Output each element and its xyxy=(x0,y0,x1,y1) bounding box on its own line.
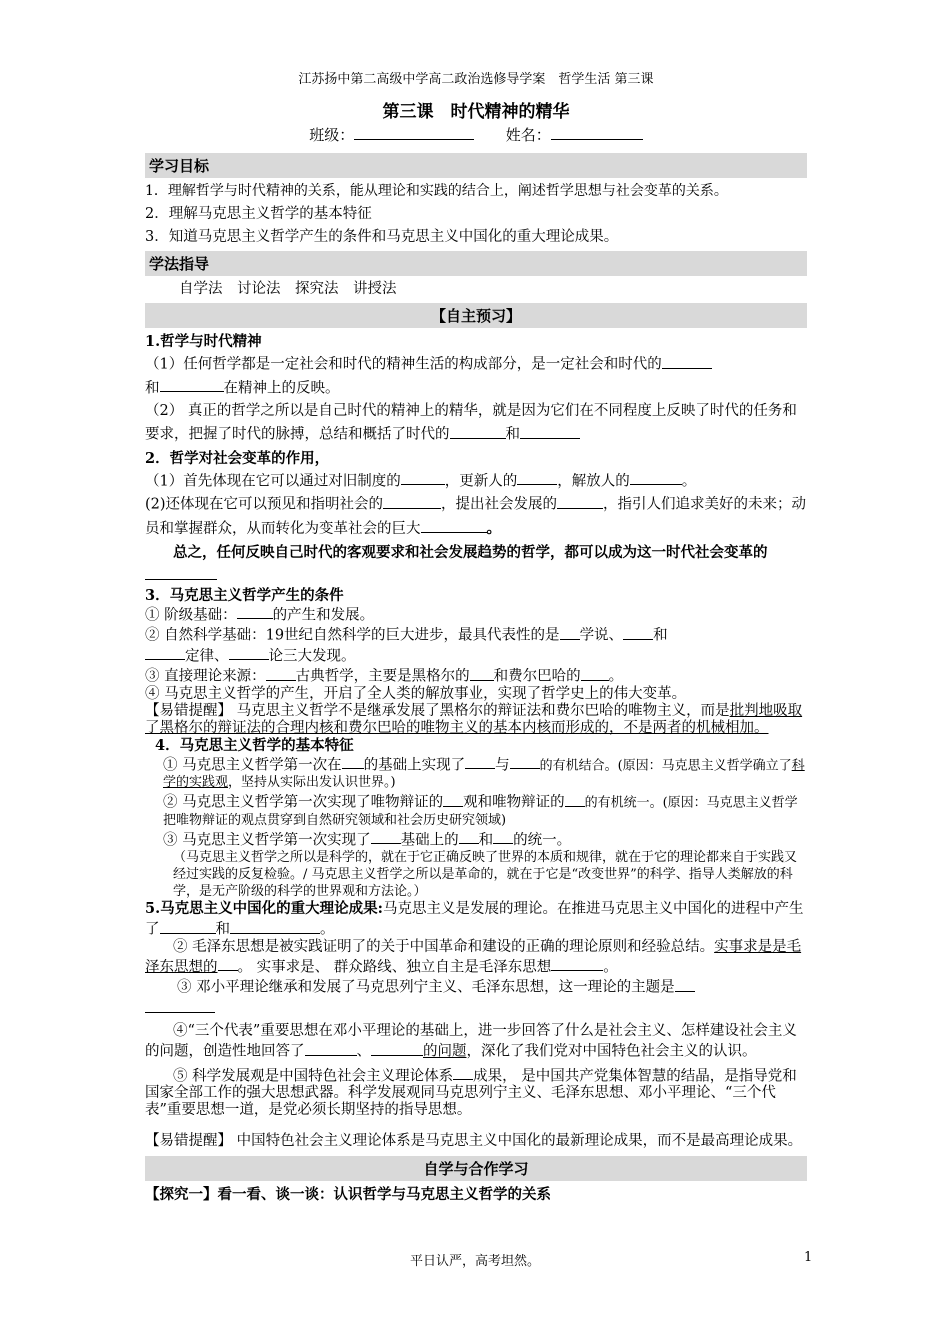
warning-2: 【易错提醒】 中国特色社会主义理论体系是马克思主义中国化的最新理论成果，而不是最高理论成果。 xyxy=(145,1133,803,1149)
section-2-para-2: (2)还体现在它可以预见和指明社会的 ，提出社会发展的 ，指引人们追求美好的未来；动员和掌握群众，从而转化为变革社会的巨大 。 xyxy=(145,493,807,541)
section-4-item-1: ① 马克思主义哲学第一次在 的基础上实现了 与 的有机结合。(原因：马克思主义哲学确立了科学的实践观，坚持从实际出发认识世界。) xyxy=(145,754,807,792)
page-footer: 平日认严，高考坦然。 xyxy=(409,1254,540,1269)
goal-2: 2．理解马克思主义哲学的基本特征 xyxy=(145,206,372,222)
preview-heading: 【自主预习】 xyxy=(145,303,807,328)
section-3-item-1: ① 阶级基础： 的产生和发展。 xyxy=(145,604,807,625)
name-label: 姓名： xyxy=(505,126,551,144)
section-3-item-3: ③ 直接理论来源： 古典哲学，主要是黑格尔的 和费尔巴哈的 。 xyxy=(145,665,807,686)
section-5-intro: 5.马克思主义中国化的重大理论成果:马克思主义是发展的理论。在推进马克思主义中国化的进程中产生了 和 。 xyxy=(145,900,804,938)
section-2-para-1: （1）首先体现在它可以通过对旧制度的 ，更新人的 ，解放人的 。 xyxy=(145,470,807,494)
section-1-title: 1.哲学与时代精神 xyxy=(145,333,262,350)
section-4-title: 4．马克思主义哲学的基本特征 xyxy=(155,736,354,754)
section-3-item-4: ④ 马克思主义哲学的产生，开启了全人类的解放事业，实现了哲学史上的伟大变革。 xyxy=(145,685,687,702)
goal-1: 1．理解哲学与时代精神的关系，能从理论和实践的结合上，阐述哲学思想与社会变革的关系。 xyxy=(145,183,728,199)
section-5-item-2: ② 毛泽东思想是被实践证明了的关于中国革命和建设的正确的理论原则和经验总结。实事求是是毛泽东思想的 。 实事求是、 群众路线、独立自主是毛泽东思想 。 xyxy=(145,938,802,975)
page-title: 第三课 时代精神的精华 xyxy=(382,102,570,122)
method-heading: 学法指导 xyxy=(145,251,807,276)
page-number: 1 xyxy=(804,1250,813,1265)
section-2-summary: 总之，任何反映自己时代的客观要求和社会发展趋势的哲学，都可以成为这一时代社会变革的 xyxy=(145,541,807,587)
class-label: 班级： xyxy=(309,126,355,144)
section-1-para-1: （1）任何哲学都是一定社会和时代的精神生活的构成部分，是一定社会和时代的 和 在精神上的反映。 xyxy=(145,353,807,400)
section-3-item-2: ② 自然科学基础：19世纪自然科学的巨大进步，最具代表性的是 学说、 和 定律、 论三大发现。 xyxy=(145,624,807,665)
section-3-title: 3．马克思主义哲学产生的条件 xyxy=(145,586,344,604)
section-4-item-3: ③ 马克思主义哲学第一次实现了 基础上的 和 的统一。 xyxy=(145,829,807,850)
warning-1: 【易错提醒】 马克思主义哲学不是继承发展了黑格尔的辩证法和费尔巴哈的唯物主义，而是批判地吸取了黑格尔的辩证法的合理内核和费尔巴哈的唯物主义的基本内核而形成的，不是两者的机械相加。 xyxy=(145,702,803,736)
section-2-title: 2．哲学对社会变革的作用， xyxy=(145,449,330,467)
section-1-para-2: （2） 真正的哲学之所以是自己时代的精神上的精华，就是因为它们在不同程度上反映了时代的任务和要求，把握了时代的脉搏，总结和概括了时代的 和 xyxy=(145,403,797,443)
class-name-line xyxy=(145,124,807,145)
worksheet-page xyxy=(145,68,807,1206)
class-blank xyxy=(354,124,474,140)
section-5-item-3: ③ 邓小平理论继承和发展了马克思列宁主义、毛泽东思想，这一理论的主题是 xyxy=(145,976,807,1019)
explore-1-title: 【探究一】看一看、谈一谈：认识哲学与马克思主义哲学的关系 xyxy=(145,1186,551,1203)
goals-heading: 学习目标 xyxy=(145,153,807,178)
section-4-note: （马克思主义哲学之所以是科学的，就在于它正确反映了世界的本质和规律，就在于它的理论都来自于实践又经过实践的反复检验。/ 马克思主义哲学之所以是革命的，就在于它是“改变世界”的科学、指导人类解放的科学，是无产阶级的科学的世界观和方法论。） xyxy=(173,850,798,899)
name-blank xyxy=(551,124,643,140)
section-5-item-4: ④“三个代表”重要思想在邓小平理论的基础上，进一步回答了什么是社会主义、怎样建设社会主义的问题，创造性地回答了 、 的问题，深化了我们党对中国特色社会主义的认识。 xyxy=(145,1023,797,1060)
coop-heading: 自学与合作学习 xyxy=(145,1156,807,1181)
page-header: 江苏扬中第二高级中学高二政治选修导学案 哲学生活 第三课 xyxy=(298,72,654,87)
method-list: 自学法 讨论法 探究法 讲授法 xyxy=(179,281,397,297)
section-5-item-5: ⑤ 科学发展观是中国特色社会主义理论体系 成果， 是中国共产党集体智慧的结晶，是指导党和国家全部工作的强大思想武器。科学发展观同马克思列宁主义、毛泽东思想、邓小平理论、“三个代表”重要思想一道，是党必须长期坚持的指导思想。 xyxy=(145,1065,807,1120)
section-4-item-2: ② 马克思主义哲学第一次实现了唯物辩证的 观和唯物辩证的 的有机统一。(原因：马克思主义哲学把唯物辩证的观点贯穿到自然研究领域和社会历史研究领域) xyxy=(145,791,807,829)
goal-3: 3．知道马克思主义哲学产生的条件和马克思主义中国化的重大理论成果。 xyxy=(145,229,619,245)
